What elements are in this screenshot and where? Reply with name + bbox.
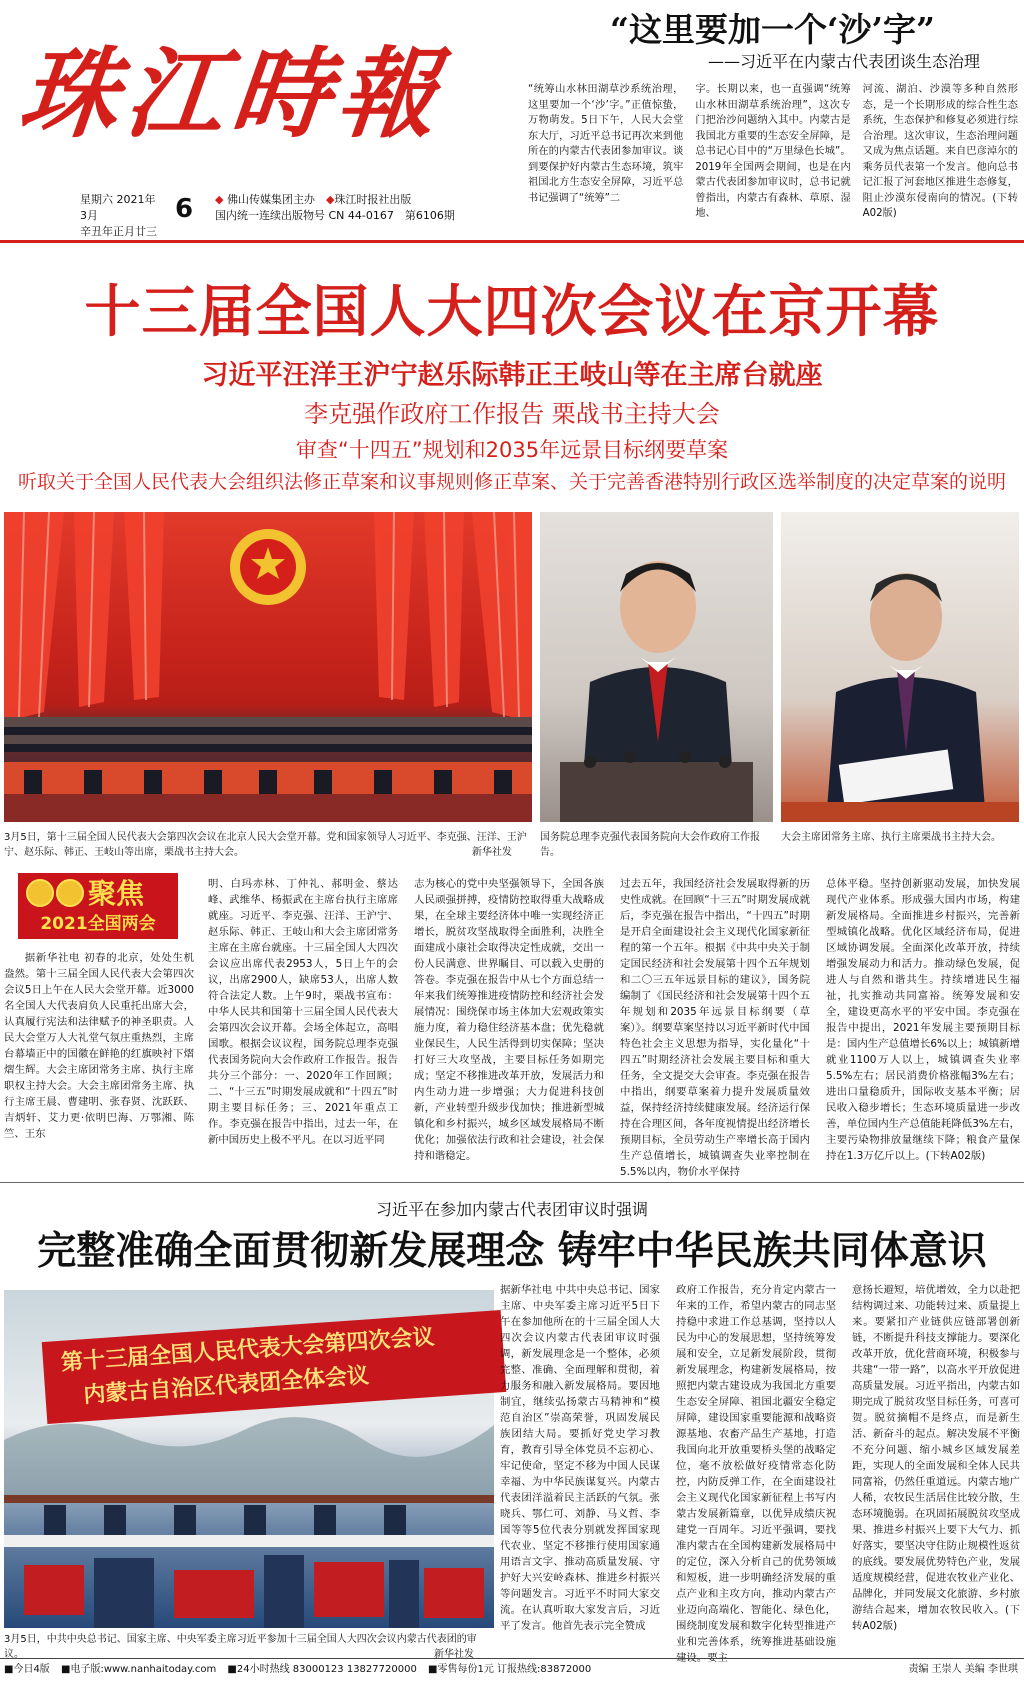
publisher-info [215,192,515,224]
masthead-info [80,192,520,238]
issue-day: 6 [175,194,194,224]
lunar-date-line: 辛丑年正月廿三 [80,225,157,238]
second-story-column: 据新华社电 中共中央总书记、国家主席、中央军委主席习近平5日下午在参加他所在的十三届全国人大四次会议内蒙古代表团审议时强调，新发展理念是一个整体，必须完整、准确、全面理解和贯彻，着力服务和融入新发展格局。要因地制宜，继续弘扬蒙古马精神和“模范自治区”崇高荣誉，巩固发展民族团结大局。要抓好党史学习教育，教育引导全体党员不忘初心、牢记使命，坚定不移为中国人民谋幸福、为中华民族谋复兴。内蒙古代表团洋溢着民主活跃的气氛。张晓兵、鄂仁可、刘静、马义哲、李国等等5位代表分别就发挥国家现代农业、坚定不移推行使用国家通用语言文字、推动高质量发展、守护好大兴安岭森林、推进乡村振兴等问题发言。习近平不时同大家交流。在认真听取大家发言后，习近平了发言。他首先表示完全赞成 [500,1284,660,1632]
top-story-byline: ——习近平在内蒙古代表团谈生态治理 [707,52,980,71]
article-column: 过去五年，我国经济社会发展取得新的历史性成就。在回顾“十三五”时期发展成就后，李克强在报告中指出，“十四五”时期是开启全面建设社会主义现代化国家新征程的第一个五年。根据《中共中央关于制定国民经济和社会发展第十四个五年规划和二〇三五年远景目标的建议》，国务院编制了《国民经济和社会发展第十四个五年规划和2035年远景目标纲要（草案）》。纲要草案坚持以习近平新时代中国特色社会主义思想为指导，实化量化“十四五”时期经济社会发展主要目标和重大任务，全文提交大会审查。李克强在报告中指出，纲要草案着力提升发展质量效益，保持经济持续健康发展。经济运行保持在合理区间，各年度视情提出经济增长预期目标，全员劳动生产率增长高于国内生产总值增长，城镇调查失业率控制在5.5%以内，物价水平保持 [620,878,810,1178]
second-story-column: 意扬长避短，培优增效，全力以赴把结构调过来、功能转过来、质量提上来。要紧扣产业链供应链部署创新链，不断提升科技支撑能力。要深化改革开放，优化营商环境，积极参与共建“一带一路”，以高水平开放促进高质量发展。习近平指出，内蒙古如期完成了脱贫攻坚目标任务，可喜可贺。脱贫摘帽不是终点，而是新生活、新奋斗的起点。解决发展不平衡不充分问题、缩小城乡区域发展差距，实现人的全面发展和全体人民共同富裕，仍然任重道远。内蒙古地广人稀，农牧民生活居住比较分散，生态环境脆弱。在巩固拓展脱贫攻坚成果、推进乡村振兴上要下大气力、抓好落实，要坚决守住防止规模性返贫的底线。要发展优势特色产业，发展适度规模经营，促进农牧业产业化、品牌化，并同发展文化旅游、乡村旅游结合起来，增加农牧民收入。(下转A02版) [852,1284,1020,1632]
top-story-header [525,10,1020,74]
caption-text: 3月5日，第十三届全国人民代表大会第四次会议在北京人民大会堂开幕。党和国家领导人习近平、李克强、汪洋、王沪宁、赵乐际、韩正、王岐山等出席，栗战书主持大会。 [4,832,527,858]
footer-pages: ■今日4版 [4,1664,50,1675]
assembly-hall-illustration [4,512,532,822]
banner-line-2: 内蒙古自治区代表团全体会议 [82,1363,370,1409]
photo-assembly-hall [4,512,532,822]
publisher2-label: 珠江时报社出版 [334,193,412,206]
top-story-col: 河流、湖泊、沙漠等多种自然形态，是一个长期形成的综合性生态系统，生态保护和修复必须进行综合治理。这次审议，生态治理问题又成为焦点话题。来自巴彦淖尔的乘务员代表第一个发言。他向总书记汇报了河套地区推进生态修复，阻止沙漠东侵南向的情况。(下转A02版) [862,84,1018,219]
second-story-column: 政府工作报告，充分肯定内蒙古一年来的工作，希望内蒙古的同志坚持稳中求进工作总基调，坚持以人民为中心的发展思想，坚持统筹发展和安全，立足新发展阶段，贯彻新发展理念，构建新发展格局，按照把内蒙古建设成为我国北方重要生态安全屏障、祖国北疆安全稳定屏障，建设国家重要能源和战略资源基地、农畜产品生产基地，打造我国向北开放重要桥头堡的战略定位，毫不放松做好疫情常态化防控，内防反弹工作，在全面建设社会主义现代化国家新征程上书写内蒙古发展新篇章，以优异成绩庆祝建党一百周年。习近平强调，要找准内蒙古在全国构建新发展格局中的定位，深入分析自己的优势领域和短板，进一步明确经济发展的重点产业和主攻方向，推动内蒙古产业迈向高端化、智能化、绿色化，围绕制度发展和数字化转型推进产业和完善体系，统筹推进基础设施建设。要主 [676,1284,836,1664]
subheadline-3: 审查“十四五”规划和2035年远景目标纲要草案 [295,438,729,462]
focus-subtitle: 2021全国两会 [40,914,156,934]
subheadline-2: 李克强作政府工作报告 栗战书主持大会 [304,400,720,428]
article-column: 志为核心的党中央坚强领导下，全国各族人民顽强拼搏，疫情防控取得重大战略成果，在全球主要经济体中唯一实现经济正增长，脱贫攻坚战取得全面胜利，决胜全面建成小康社会取得决定性成就，交出一份人民满意、世界瞩目、可以载入史册的答卷。李克强在报告中从七个方面总结一年来我们统筹推进疫情防控和经济社会发展情况：围绕保市场主体加大宏观政策实施力度，着力稳住经济基本盘；优先稳就业保民生，人民生活得到切实保障；坚决打好三大攻坚战，主要目标任务如期完成；坚定不移推进改革开放，发展活力和内生动力进一步增强；大力促进科技创新，产业转型升级步伐加快；推进新型城镇化和乡村振兴，城乡区域发展格局不断优化；加强依法行政和社会建设，社会保持和谐稳定。 [414,878,604,1162]
footer-bar [0,1658,1024,1681]
publisher2-icon: ◆ [325,193,335,206]
second-story-headline: 完整准确全面贯彻新发展理念 铸牢中华民族共同体意识 [37,1229,987,1274]
article-column: 总体平稳。坚持创新驱动发展，加快发展现代产业体系。形成强大国内市场，构建新发展格局。全面推进乡村振兴，完善新型城镇化战略。优化区域经济布局，促进区域协调发展。全面深化改革开放，持续增强发展动力和活力。推动绿色发展，促进人与自然和谐共生。持续增进民生福祉，扎实推动共同富裕。统筹发展和安全，建设更高水平的平安中国。李克强在报告中提出，2021年发展主要预期目标是：国内生产总值增长6%以上；城镇新增就业1100万人以上，城镇调查失业率5.5%左右；居民消费价格涨幅3%左右；进出口量稳质升，国际收支基本平衡；居民收入稳步增长；生态环境质量进一步改善，单位国内生产总值能耗降低3%左右，主要污染物排放量继续下降；粮食产量保持在1.3万亿斤以上。(下转A02版) [826,878,1020,1162]
footer-epaper[interactable]: ■电子版:www.nanhaitoday.com [61,1664,217,1675]
caption-source: 新华社发 [434,1649,474,1660]
top-story-body [528,82,1018,230]
subheadline-4: 听取关于全国人民代表大会组织法修正草案和议事规则修正草案、关于完善香港特别行政区选举制度的决定草案的说明 [17,471,1006,493]
section-divider [0,1182,1024,1183]
photo-caption-2: 国务院总理李克强代表国务院向大会作政府工作报告。 [540,832,760,858]
second-story-kicker: 习近平在参加内蒙古代表团审议时强调 [375,1200,648,1219]
focus-title: 聚焦 [88,877,145,910]
banner-line-1: 第十三届全国人民代表大会第四次会议 [60,1324,436,1376]
cppcc-emblem-icon [56,879,84,907]
masthead-divider [0,240,1024,243]
chairman-illustration [781,512,1019,822]
footer-hotline: ■24小时热线 83000123 13827720000 [227,1664,417,1675]
footer-editor: 责编 王崇人 美编 李世琪 [908,1664,1018,1675]
subheadline-1: 习近平汪洋王沪宁赵乐际韩正王岐山等在主席台就座 [201,360,823,391]
footer-price: ■零售每份1元 订报热线:83872000 [428,1664,592,1675]
top-story-col: 字。长期以来，也一直强调“统筹山水林田湖草系统治理”，这次专门把治沙问题纳入其中。内蒙古是我国北方重要的生态安全屏障，是总书记心目中的“万里绿色长城”。2019年全国两会期间，也是在内蒙古代表团参加审议时，总书记就曾指出，内蒙古有森林、草原、湿地、 [695,84,851,219]
publisher-label: 佛山传媒集团主办 [226,193,315,206]
publisher-icon: ◆ [215,193,224,206]
top-story-quote: “这里要加一个‘沙’字” [610,10,935,49]
speaker-illustration [540,512,773,822]
emblem-icon [26,879,54,907]
issue-number: 第6106期 [404,209,455,222]
caption-source: 新华社发 [472,847,512,858]
masthead-logo: 珠江時報 [14,37,451,152]
article-column: 据新华社电 初春的北京，处处生机盎然。第十三届全国人民代表大会第四次会议5日上午在人民大会堂开幕。近3000名全国人大代表肩负人民重托出席大会，认真履行宪法和法律赋予的神圣职责。人民大会堂万人大礼堂气氛庄重热烈，主席台幕墙正中的国徽在鲜艳的红旗映衬下熠熠生辉。大会主席团常务主席、执行主席职权主持大会。大会主席团常务主席、执行主席王晨、曹建明、张春贤、沈跃跃、吉炳轩、艾力更·依明巴海、万鄂湘、陈竺、王东 [4,952,194,1140]
date-line: 星期六 2021年3月 [80,193,156,222]
photo-caption-1 [4,830,532,860]
focus-badge [18,873,178,939]
main-headline: 十三届全国人大四次会议在京开幕 [84,280,940,345]
photo-inner-mongolia-delegation [4,1290,494,1628]
issue-date [80,192,160,240]
caption-text: 3月5日，中共中央总书记、国家主席、中央军委主席习近平参加十三届全国人大四次会议内蒙古代表团的审议。 [4,1634,477,1660]
delegation-illustration [4,1290,494,1628]
top-story-col: “统筹山水林田湖草沙系统治理，这里要加一个‘沙’字。”正值惊蛰，万物萌发。5日下午，人民大会堂东大厅，习近平总书记再次来到他所在的内蒙古代表团参加审议。谈到要保护好内蒙古生态环境，筑牢祖国北方生态安全屏障，习近平总书记强调了“统筹”二 [528,84,684,204]
photo-li-keqiang [540,512,773,822]
photo-caption-3: 大会主席团常务主席、执行主席栗战书主持大会。 [781,832,1001,843]
article-column: 明、白玛赤林、丁仲礼、郝明金、蔡达峰、武维华、杨振武在主席台执行主席席就座。习近平、李克强、汪洋、王沪宁、赵乐际、韩正、王岐山和大会主席团常务主席在主席台就座。十三届全国人大四次会议应出席代表2953人，5日上午的会议，出席2900人，缺席53人，出席人数符合法定人数。上午9时，栗战书宣布：中华人民共和国第十三届全国人民代表大会第四次会议开幕。会场全体起立，高唱国歌。根据会议议程，国务院总理李克强代表国务院向大会作政府工作报告。报告共分三个部分：一、2020年工作回顾；二、“十三五”时期发展成就和“十四五”时期主要目标任务；三、2021年重点工作。李克强在报告中指出，过去一年，在新中国历史上极不平凡。在以习近平同 [208,878,398,1146]
issn-label: 国内统一连续出版物号 CN 44-0167 [215,209,394,222]
photo-li-zhanshu [781,512,1019,822]
